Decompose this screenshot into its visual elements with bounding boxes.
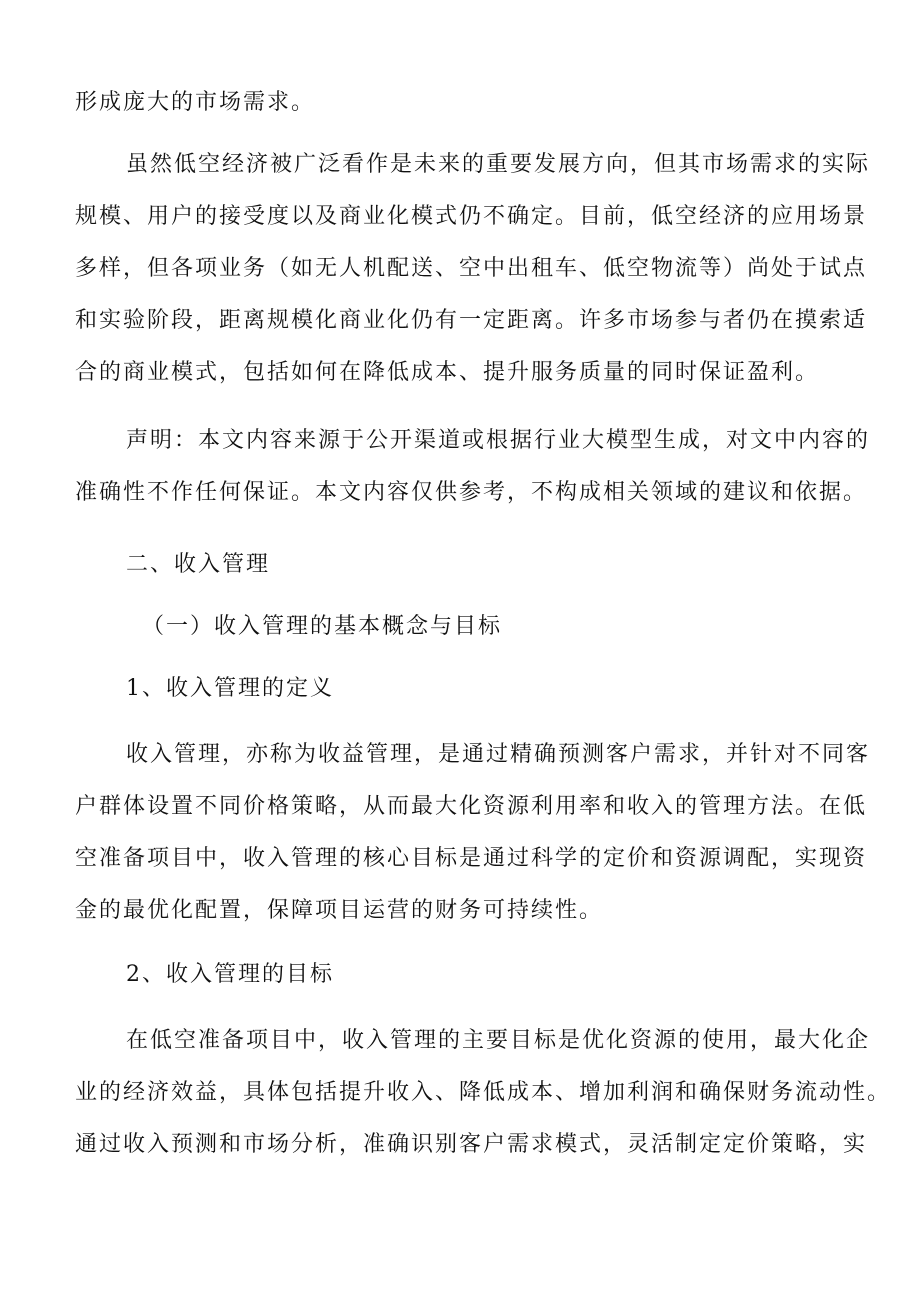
paragraph-line: 金的最优化配置，保障项目运营的财务可持续性。	[75, 898, 604, 923]
item-heading: 1、收入管理的定义	[126, 676, 334, 701]
paragraph-line: 通过收入预测和市场分析，准确识别客户需求模式，灵活制定定价策略，实	[75, 1132, 868, 1157]
paragraph-line: 收入管理，亦称为收益管理，是通过精确预测客户需求，并针对不同客	[126, 742, 871, 767]
paragraph-line: 户群体设置不同价格策略，从而最大化资源利用率和收入的管理方法。在低	[75, 794, 868, 819]
item-heading: 2、收入管理的目标	[126, 962, 334, 987]
disclaimer-line: 准确性不作任何保证。本文内容仅供参考，不构成相关领域的建议和依据。	[75, 480, 868, 505]
subsection-heading: （一）收入管理的基本概念与目标	[142, 614, 503, 639]
paragraph-line: 空准备项目中，收入管理的核心目标是通过科学的定价和资源调配，实现资	[75, 846, 868, 871]
paragraph-line: 业的经济效益，具体包括提升收入、降低成本、增加利润和确保财务流动性。	[75, 1080, 892, 1105]
paragraph-line: 虽然低空经济被广泛看作是未来的重要发展方向，但其市场需求的实际	[126, 152, 871, 177]
paragraph-line: 形成庞大的市场需求。	[75, 90, 316, 115]
disclaimer-line: 声明：本文内容来源于公开渠道或根据行业大模型生成，对文中内容的	[126, 428, 871, 453]
paragraph-line: 和实验阶段，距离规模化商业化仍有一定距离。许多市场参与者仍在摸索适	[75, 308, 868, 333]
paragraph-line: 多样，但各项业务（如无人机配送、空中出租车、低空物流等）尚处于试点	[75, 256, 868, 281]
section-heading: 二、收入管理	[126, 552, 271, 577]
paragraph-line: 合的商业模式，包括如何在降低成本、提升服务质量的同时保证盈利。	[75, 360, 820, 385]
paragraph-line: 规模、用户的接受度以及商业化模式仍不确定。目前，低空经济的应用场景	[75, 204, 868, 229]
paragraph-line: 在低空准备项目中，收入管理的主要目标是优化资源的使用，最大化企	[126, 1028, 871, 1053]
